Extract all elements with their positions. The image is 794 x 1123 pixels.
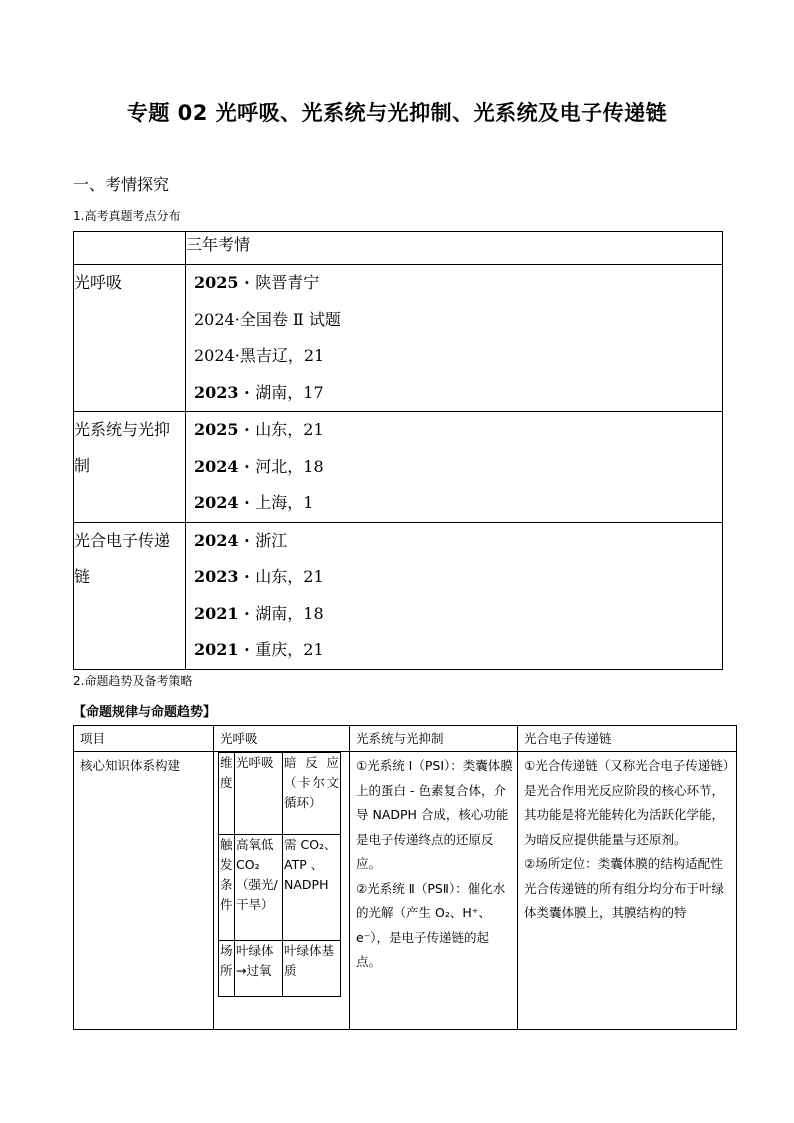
topic-cell: 光呼吸 [74, 265, 186, 412]
table-row: 2023 · 山东，21 [194, 567, 324, 586]
subtable-cell: 叶绿体→过氧 [235, 941, 283, 997]
column-header: 光合电子传递链 [518, 726, 737, 752]
topic-cell: 光系统与光抑制 [74, 412, 186, 523]
column-header: 光系统与光抑制 [350, 726, 518, 752]
subtable-cell: 需 CO₂、ATP 、NADPH [283, 835, 341, 941]
topic-cell: 光合电子传递链 [74, 522, 186, 669]
table-row: 2024 · 河北，18 [194, 456, 324, 476]
table-row: 2024·黑吉辽，21 [194, 346, 325, 365]
column-header: 项目 [74, 726, 214, 752]
subtable-cell: 叶绿体基质 [283, 941, 341, 997]
table-row: 2021 · 湖南，18 [194, 603, 324, 623]
table-row: 2021 · 重庆，21 [194, 640, 324, 659]
nested-table-cell [214, 752, 350, 1030]
subtable-cell: 光呼吸 [235, 753, 283, 835]
row-label: 核心知识体系构建 [74, 752, 214, 1030]
table-row: 2023 · 湖南，17 [194, 382, 324, 402]
table-row: 2025 · 山东，21 [194, 420, 324, 439]
subtable-cell: 维度 [219, 753, 235, 835]
years-cell [186, 265, 723, 412]
photosystem-cell [350, 752, 518, 1030]
paragraph: ②场所定位：类囊体膜的结构适配性 [524, 856, 723, 871]
exam-distribution-table [73, 231, 723, 670]
subtable-cell: 高氧低CO₂（强光/干旱） [235, 835, 283, 941]
comparison-subtable [218, 752, 341, 997]
column-header: 光呼吸 [214, 726, 350, 752]
subsection-heading: 2.命题趋势及备考策略 [73, 674, 193, 688]
subtable-cell: 触发条件 [219, 835, 235, 941]
table-row: 2024 · 上海，1 [194, 493, 314, 512]
table-row: 2024 · 浙江 [194, 530, 288, 550]
paragraph: ②光系统 Ⅱ（PSⅡ）：催化水的光解（产生 O₂、H⁺、e⁻），是电子传递链的起点。 [356, 880, 506, 969]
table-row: 2024·全国卷 Ⅱ 试题 [194, 309, 341, 329]
table-corner [74, 232, 186, 265]
paragraph: 光合传递链的所有组分均分布于叶绿体类囊体膜上，其膜结构的特 [524, 880, 725, 920]
table-header: 三年考情 [186, 232, 723, 265]
years-cell [186, 522, 723, 669]
paragraph: ①光合传递链（又称光合电子传递链）是光合作用光反应阶段的核心环节，其功能是将光能转化为活跃化学能，为暗反应提供能量与还原剂。 [524, 758, 729, 847]
subsection-heading: 1.高考真题考点分布 [73, 209, 181, 223]
electron-chain-cell [518, 752, 737, 1030]
years-cell [186, 412, 723, 523]
section-heading: 一、考情探究 [73, 175, 170, 194]
page-title: 专题 02 光呼吸、光系统与光抑制、光系统及电子传递链 [126, 101, 668, 125]
bracket-heading: 【命题规律与命题趋势】 [73, 705, 217, 720]
trend-table [73, 725, 737, 1030]
subtable-cell: 暗反应（卡尔文循环） [283, 753, 341, 835]
paragraph: ①光系统 Ⅰ（PSⅠ）：类囊体膜上的蛋白 - 色素复合体，介导 NADPH 合成，核心功能是电子传递终点的还原反应。 [356, 758, 513, 871]
subtable-cell: 场所 [219, 941, 235, 997]
table-row: 2025 · 陕晋青宁 [194, 273, 320, 292]
